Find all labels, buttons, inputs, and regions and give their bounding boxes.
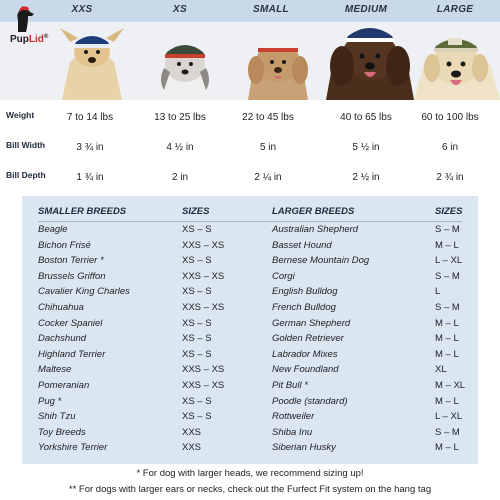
small-breed-name: Brussels Griffon [38,270,106,282]
small-breed-size: XS – S [182,255,212,267]
small-breed-name: Yorkshire Terrier [38,442,108,454]
header-divider [38,221,462,222]
small-breed-size: XS – S [182,395,212,407]
measurement-value: 2 in [171,172,189,183]
small-breed-size: XS – S [182,333,212,345]
large-breed-size: M – L [435,317,459,329]
large-breed-name: Siberian Husky [272,442,336,454]
large-breed-name: Rottweiler [272,411,315,423]
size-header-medium: MEDIUM [344,4,388,15]
measurement-row-weight [0,110,500,140]
small-breed-name: Cocker Spaniel [38,317,103,329]
measurement-value: 7 to 14 lbs [66,112,114,123]
small-breed-size: XXS – XS [182,239,225,251]
measurement-value: 5 in [259,142,277,153]
small-breed-name: Cavalier King Charles [38,286,130,298]
large-breed-size: S – M [435,302,460,313]
small-breed-size: XXS – XS [182,302,225,313]
measurement-value: 2 ¼ in [254,172,282,183]
small-breed-name: Chihuahua [38,302,84,313]
large-breed-size: M – L [435,239,459,251]
measurement-value: 2 ½ in [352,172,380,183]
small-breed-name: Bichon Frisé [38,239,91,251]
small-breed-name: Maltese [38,364,72,376]
measurement-label: Weight [6,110,35,120]
header-small-sizes: SIZES [182,206,210,217]
small-breed-size: XXS [182,442,202,454]
small-breed-name: Highland Terrier [38,348,106,360]
small-breed-size: XXS – XS [182,364,225,376]
small-breed-name: Beagle [38,224,68,235]
size-header-xxs: XXS [71,4,93,15]
registered-mark: ® [43,34,49,40]
small-breed-size: XXS – XS [182,380,225,391]
measurement-row-bill-width [0,140,500,170]
large-breed-size: S – M [435,224,460,235]
small-breed-name: Boston Terrier * [38,255,104,267]
large-breed-name: German Shepherd [272,317,351,329]
large-breed-name: Corgi [272,270,295,282]
medium-dog-photo [320,14,420,100]
large-breed-size: M – XL [435,380,466,391]
measurement-value: 60 to 100 lbs [421,112,479,123]
large-breed-size: S – M [435,426,460,438]
measurement-value: 40 to 65 lbs [340,112,392,123]
measurement-label: Bill Width [6,140,46,150]
small-breed-name: Dachshund [38,333,87,345]
large-breed-name: Golden Retriever [272,333,344,345]
large-breed-name: French Bulldog [272,302,336,313]
small-breed-size: XXS [182,426,202,438]
measurement-value: 22 to 45 lbs [242,112,294,123]
size-header-small: SMALL [253,4,289,15]
small-breed-size: XS – S [182,224,212,235]
size-header-large: LARGE [436,4,474,15]
large-breed-name: Basset Hound [272,239,332,251]
large-breed-name: English Bulldog [272,286,338,298]
header-larger-breeds: LARGER BREEDS [272,206,355,217]
footnote-larger-heads: * For dog with larger heads, we recommend sizing up! [136,468,364,479]
large-breed-size: M – L [435,348,459,360]
measurement-label: Bill Depth [6,170,46,180]
measurement-value: 3 ¾ in [76,142,104,153]
large-dog-photo [410,24,500,100]
large-breed-name: Labrador Mixes [272,348,338,360]
large-breed-size: L [435,286,441,298]
header-large-sizes: SIZES [435,206,463,217]
large-breed-name: Bernese Mountain Dog [272,255,370,267]
small-breed-size: XS – S [182,411,212,423]
large-breed-size: L – XL [435,411,463,423]
large-breed-name: Pit Bull * [272,380,308,391]
large-breed-size: M – L [435,333,459,345]
logo-text-pup: Pup [10,34,29,45]
large-breed-name: Shiba Inu [272,426,313,438]
header-smaller-breeds: SMALLER BREEDS [38,206,127,217]
logo-text-lid: Lid [28,34,44,45]
measurement-value: 13 to 25 lbs [154,112,206,123]
measurement-table [0,100,500,196]
large-breed-name: Poodle (standard) [272,395,348,407]
large-breed-size: M – L [435,395,459,407]
small-breed-size: XS – S [182,286,212,298]
large-breed-name: Australian Shepherd [272,224,359,235]
small-breed-name: Shih Tzu [38,411,76,423]
small-breed-name: Pug * [38,395,62,407]
measurement-value: 1 ¾ in [76,172,104,183]
small-breed-name: Pomeranian [38,380,90,391]
measurement-value: 4 ½ in [166,142,194,153]
small-breed-size: XS – S [182,317,212,329]
size-header-xs: XS [173,4,187,15]
dog-silhouette-icon [4,4,44,34]
large-breed-size: L – XL [435,255,463,267]
dog-photo-band [0,0,500,100]
large-breed-size: M – L [435,442,459,454]
large-breed-size: XL [435,364,447,376]
large-breed-size: S – M [435,270,460,282]
footnote-larger-ears: ** For dogs with larger ears or necks, check out the Furfect Fit system on the hang tag [68,484,432,495]
small-breed-size: XS – S [182,348,212,360]
breed-size-chart [22,196,478,464]
small-dog-photo [238,24,318,100]
measurement-value: 5 ½ in [352,142,380,153]
measurement-value: 2 ¾ in [436,172,464,183]
large-breed-name: New Foundland [272,364,339,376]
small-breed-name: Toy Breeds [38,426,86,438]
measurement-value: 6 in [441,142,459,153]
xxs-dog-photo [52,22,132,100]
xs-dog-photo [150,28,220,100]
small-breed-size: XXS – XS [182,270,225,282]
